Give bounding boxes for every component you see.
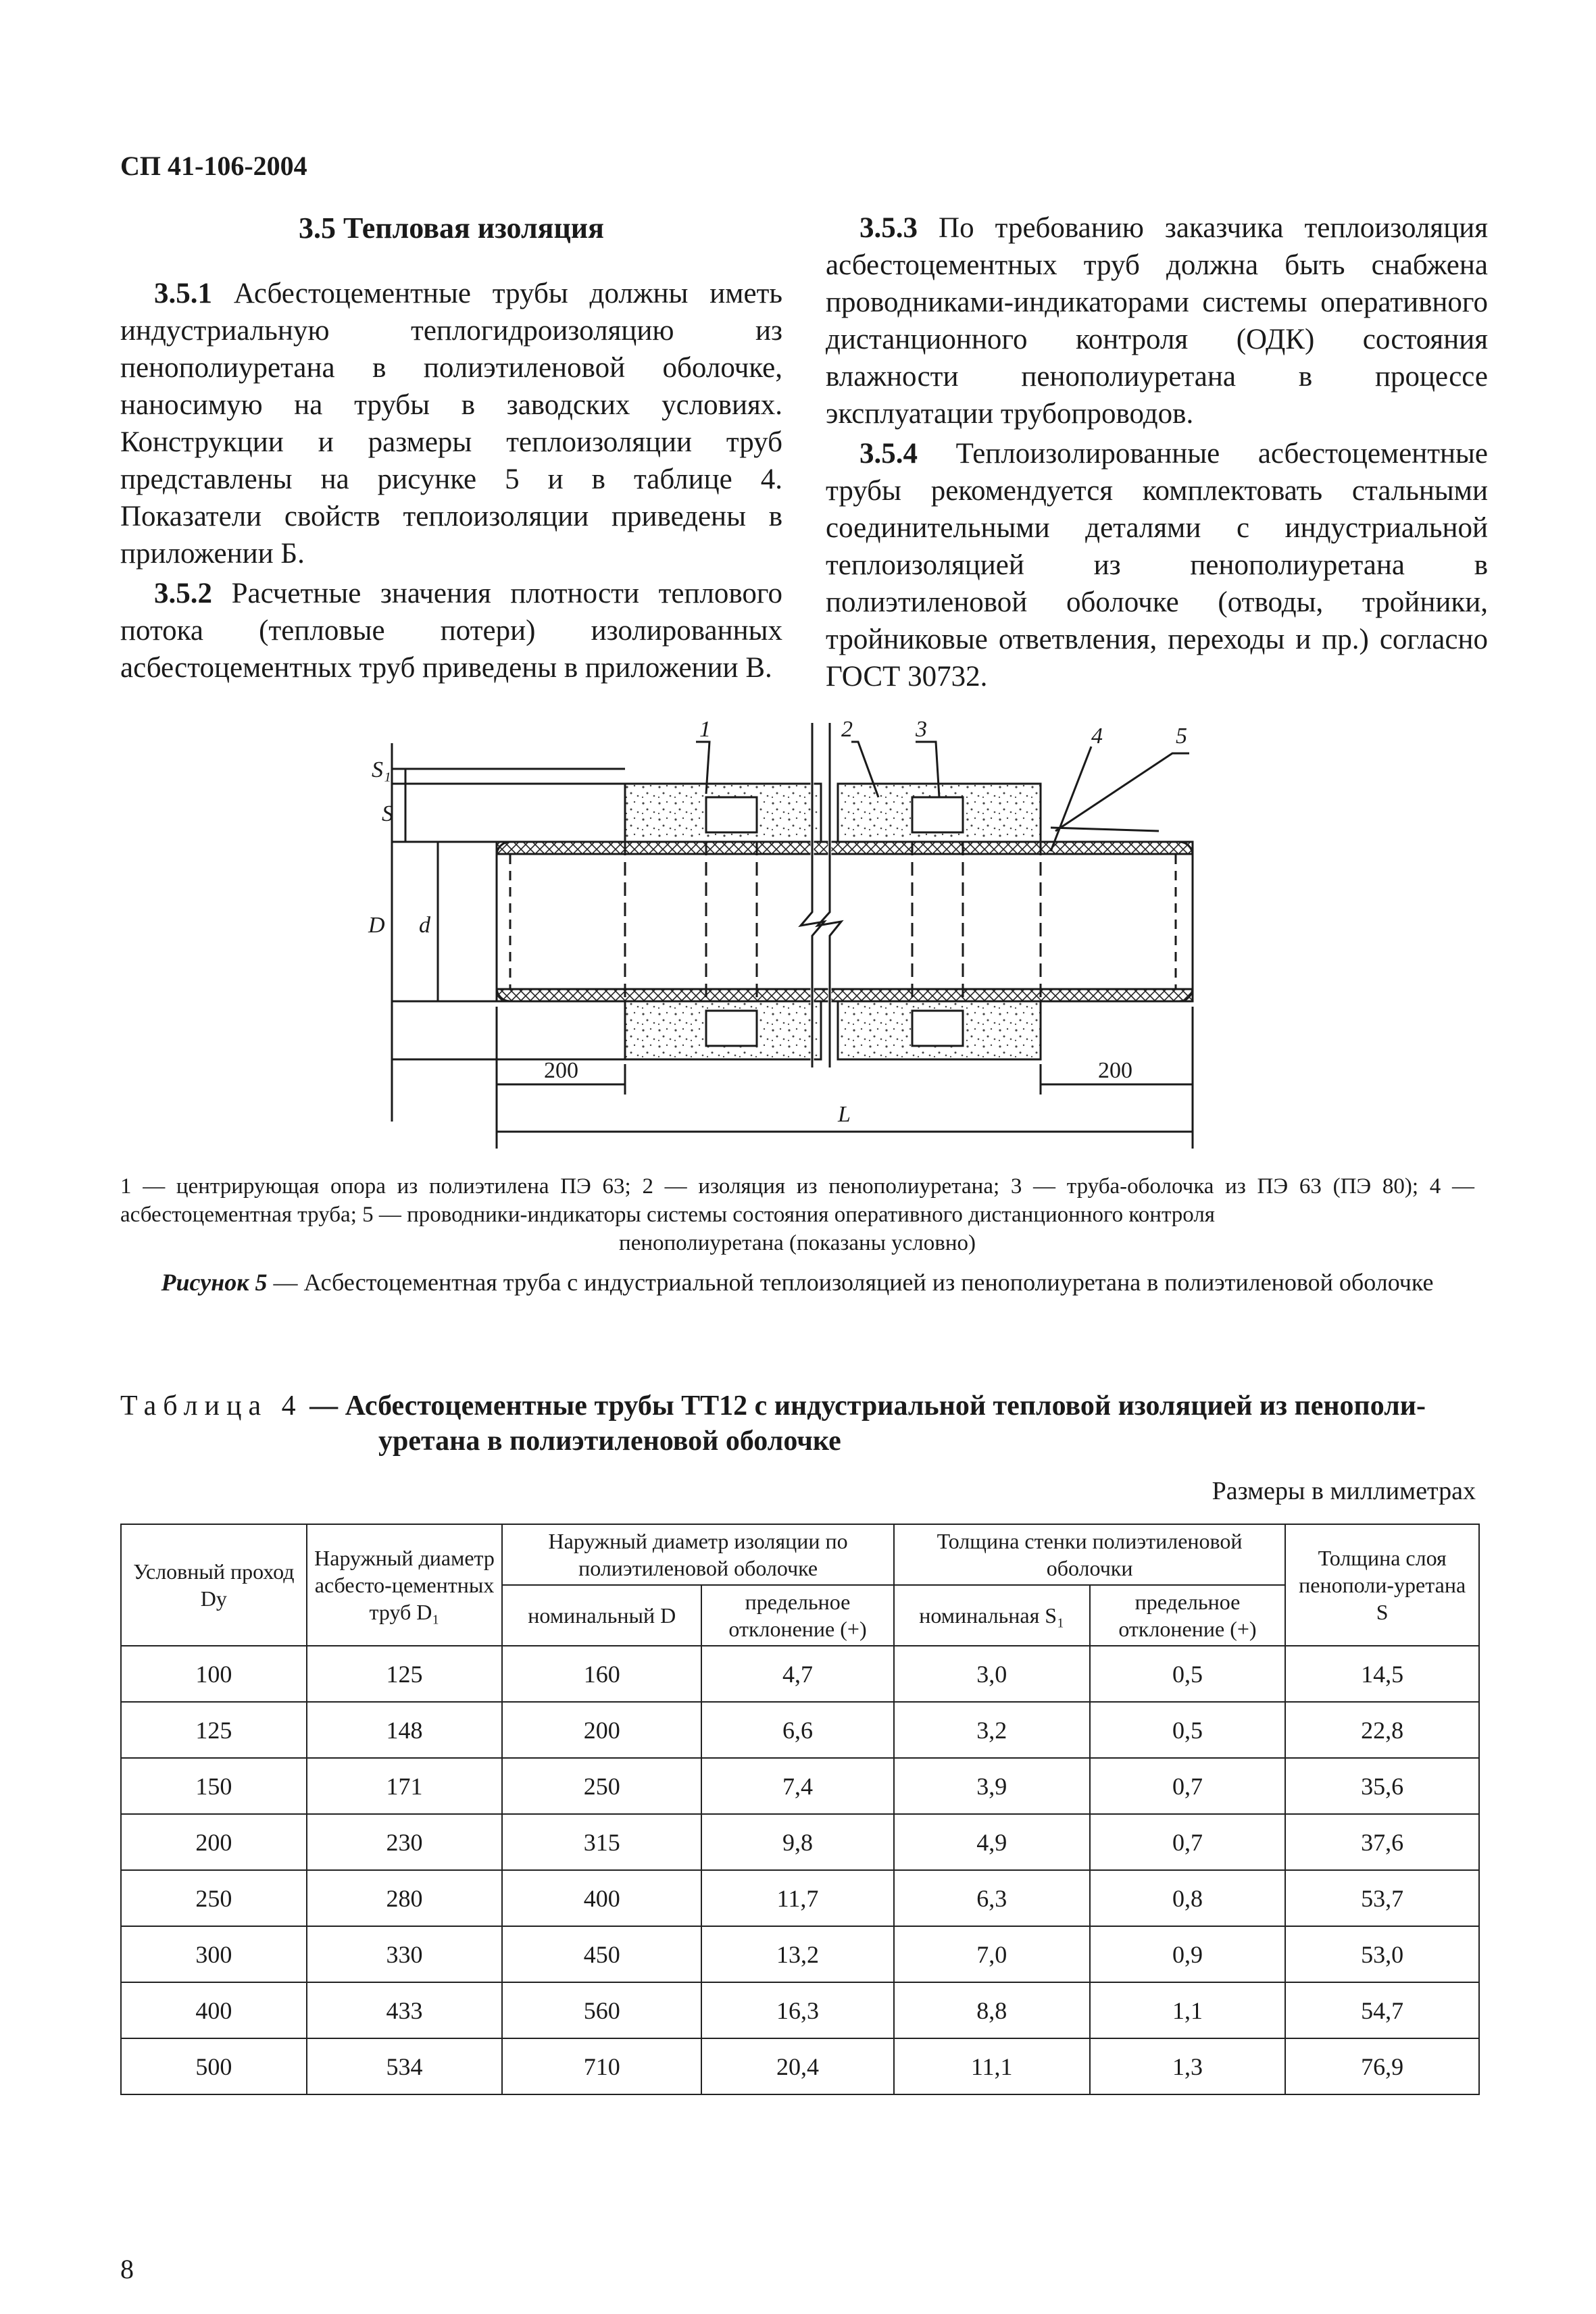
cell-foam: 35,6 <box>1285 1758 1479 1814</box>
cell-d1: 171 <box>307 1758 503 1814</box>
right-column <box>826 209 1488 698</box>
cell-wall-deviation: 1,3 <box>1090 2038 1286 2094</box>
figure-caption <box>120 1267 1474 1298</box>
support-3-bottom <box>912 1011 963 1046</box>
cell-outer-nominal: 400 <box>502 1870 701 1926</box>
cell-outer-deviation: 16,3 <box>701 1982 894 2038</box>
cell-foam: 53,0 <box>1285 1926 1479 1982</box>
table-units-note: Размеры в миллиметрах <box>1212 1477 1476 1505</box>
cell-wall-deviation: 0,7 <box>1090 1814 1286 1870</box>
cell-dy: 400 <box>121 1982 307 2038</box>
header-d1: Наружный диаметр асбесто-цементных труб D₁ <box>307 1524 503 1646</box>
cell-dy: 100 <box>121 1646 307 1702</box>
cell-dy: 200 <box>121 1814 307 1870</box>
cell-dy: 500 <box>121 2038 307 2094</box>
cell-dy: 150 <box>121 1758 307 1814</box>
document-code: СП 41-106-2004 <box>120 151 307 181</box>
dim-label-s: S <box>382 801 393 826</box>
cell-wall-deviation: 0,5 <box>1090 1702 1286 1758</box>
table-row <box>121 1870 1479 1926</box>
cell-wall-deviation: 0,7 <box>1090 1758 1286 1814</box>
cell-wall-nominal: 3,2 <box>894 1702 1090 1758</box>
caption-label: Рисунок 5 <box>161 1269 268 1296</box>
support-1-top <box>706 797 757 832</box>
table-row <box>121 1814 1479 1870</box>
cell-outer-nominal: 250 <box>502 1758 701 1814</box>
cell-outer-nominal: 160 <box>502 1646 701 1702</box>
cell-outer-deviation: 6,6 <box>701 1702 894 1758</box>
cell-dy: 300 <box>121 1926 307 1982</box>
table-title-line-2: уретана в полиэтиленовой оболочке <box>378 1426 841 1457</box>
cell-foam: 53,7 <box>1285 1870 1479 1926</box>
caption-text: — Асбестоцементная труба с индустриальной теплоизоляцией из пенополиуретана в полиэтиленовой оболочке <box>267 1269 1434 1296</box>
cell-wall-nominal: 7,0 <box>894 1926 1090 1982</box>
cell-outer-nominal: 450 <box>502 1926 701 1982</box>
cell-outer-nominal: 710 <box>502 2038 701 2094</box>
table-row <box>121 2038 1479 2094</box>
header-wall-thickness: Толщина стенки полиэтиленовой оболочки <box>894 1524 1285 1585</box>
cell-d1: 534 <box>307 2038 503 2094</box>
dim-label-L: L <box>838 1102 851 1127</box>
table-row <box>121 1926 1479 1982</box>
asbestos-pipe <box>497 842 1193 1001</box>
legend-line-2: пенополиуретана (показаны условно) <box>619 1231 976 1255</box>
section-heading: 3.5 Тепловая изоляция <box>299 211 604 245</box>
cell-foam: 22,8 <box>1285 1702 1479 1758</box>
pipe-wall-top <box>497 842 1193 854</box>
page-number: 8 <box>120 2254 134 2284</box>
table-title-line-1: — Асбестоцементные трубы ТТ12 с индустриальной тепловой изоляцией из пенополи- <box>302 1390 1426 1422</box>
table-row <box>121 1758 1479 1814</box>
header-outer-diameter: Наружный диаметр изоляции по полиэтиленовой оболочке <box>502 1524 893 1585</box>
header-outer-deviation: предельное отклонение (+) <box>701 1585 894 1646</box>
pipe-wall-bottom <box>497 989 1193 1001</box>
legend-line-1: 1 — центрирующая опора из полиэтилена ПЭ 63; 2 — изоляция из пенополиуретана; 3 — труба-оболочка из ПЭ 63 (ПЭ 80); 4 — асбестоцементная труба; 5 — проводники-индикаторы системы состояния оперативного дистанционного контроля <box>120 1174 1474 1227</box>
table-label: Таблица 4 <box>120 1390 303 1422</box>
cell-outer-nominal: 560 <box>502 1982 701 2038</box>
cell-dy: 250 <box>121 1870 307 1926</box>
callout-4: 4 <box>1091 724 1103 749</box>
cell-outer-nominal: 200 <box>502 1702 701 1758</box>
paragraph-3-5-2: 3.5.2 Расчетные значения плотности теплового потока (тепловые потери) изолированных асбестоцементных труб приведены в приложении В. <box>120 578 782 684</box>
support-1-bottom <box>706 1011 757 1046</box>
cell-wall-deviation: 0,8 <box>1090 1870 1286 1926</box>
cell-outer-deviation: 11,7 <box>701 1870 894 1926</box>
callout-3: 3 <box>916 717 927 742</box>
cell-wall-nominal: 3,9 <box>894 1758 1090 1814</box>
cell-outer-deviation: 20,4 <box>701 2038 894 2094</box>
support-3-top <box>912 797 963 832</box>
cell-d1: 148 <box>307 1702 503 1758</box>
header-wall-deviation: предельное отклонение (+) <box>1090 1585 1286 1646</box>
cell-outer-deviation: 13,2 <box>701 1926 894 1982</box>
cell-d1: 433 <box>307 1982 503 2038</box>
pipe-drawing <box>365 703 1264 1149</box>
cell-wall-nominal: 8,8 <box>894 1982 1090 2038</box>
cell-wall-nominal: 3,0 <box>894 1646 1090 1702</box>
cell-foam: 54,7 <box>1285 1982 1479 2038</box>
cell-wall-nominal: 11,1 <box>894 2038 1090 2094</box>
cell-wall-deviation: 1,1 <box>1090 1982 1286 2038</box>
dim-label-200-left: 200 <box>544 1058 578 1083</box>
cell-foam: 76,9 <box>1285 2038 1479 2094</box>
paragraph-3-5-4: 3.5.4 Теплоизолированные асбестоцементные трубы рекомендуется комплектовать стальными соединительными деталями с индустриальной теплоизоляцией из пенополиуретана в полиэтиленовой оболочке (отводы, тройники, тройниковые ответвления, переходы и пр.) согласно ГОСТ 30732. <box>826 438 1488 693</box>
figure-legend <box>120 1172 1474 1257</box>
cell-wall-nominal: 6,3 <box>894 1870 1090 1926</box>
header-dy: Условный проход Dу <box>121 1524 307 1646</box>
cell-wall-deviation: 0,5 <box>1090 1646 1286 1702</box>
cell-d1: 280 <box>307 1870 503 1926</box>
cell-outer-deviation: 9,8 <box>701 1814 894 1870</box>
dim-label-d: d <box>419 913 430 938</box>
callout-1: 1 <box>699 717 711 742</box>
callout-5: 5 <box>1176 724 1187 749</box>
table-row <box>121 1646 1479 1702</box>
paragraph-3-5-1: 3.5.1 Асбестоцементные трубы должны иметь индустриальную теплогидроизоляцию из пенополиуретана в полиэтиленовой оболочке, наносимую на трубы в заводских условиях. Конструкции и размеры теплоизоляции труб представлены на рисунке 5 и в таблице 4. Показатели свойств теплоизоляции приведены в приложении Б. <box>120 278 782 570</box>
dim-label-200-right: 200 <box>1098 1058 1132 1083</box>
paragraph-3-5-3: 3.5.3 По требованию заказчика теплоизоляция асбестоцементных труб должна быть снабжена проводниками-индикаторами системы оперативного дистанционного контроля (ОДК) состояния влажности пенополиуретана в процессе эксплуатации трубопроводов. <box>826 212 1489 430</box>
header-outer-nominal: номинальный D <box>502 1585 701 1646</box>
cell-foam: 14,5 <box>1285 1646 1479 1702</box>
cell-wall-nominal: 4,9 <box>894 1814 1090 1870</box>
table-row <box>121 1982 1479 2038</box>
table-title <box>120 1388 1474 1459</box>
header-wall-nominal: номинальная S₁ <box>894 1585 1090 1646</box>
cell-outer-deviation: 4,7 <box>701 1646 894 1702</box>
cell-d1: 230 <box>307 1814 503 1870</box>
callout-2: 2 <box>841 717 853 742</box>
pipe-dimensions-table <box>120 1524 1480 2095</box>
left-column <box>120 209 782 689</box>
dim-label-s1: S₁ <box>372 757 391 782</box>
cell-outer-deviation: 7,4 <box>701 1758 894 1814</box>
cell-foam: 37,6 <box>1285 1814 1479 1870</box>
cell-d1: 125 <box>307 1646 503 1702</box>
cell-wall-deviation: 0,9 <box>1090 1926 1286 1982</box>
cell-d1: 330 <box>307 1926 503 1982</box>
header-foam-thickness: Толщина слоя пенополи-уретана S <box>1285 1524 1479 1646</box>
table-row <box>121 1702 1479 1758</box>
cell-outer-nominal: 315 <box>502 1814 701 1870</box>
cell-dy: 125 <box>121 1702 307 1758</box>
dim-label-D: D <box>368 913 385 938</box>
